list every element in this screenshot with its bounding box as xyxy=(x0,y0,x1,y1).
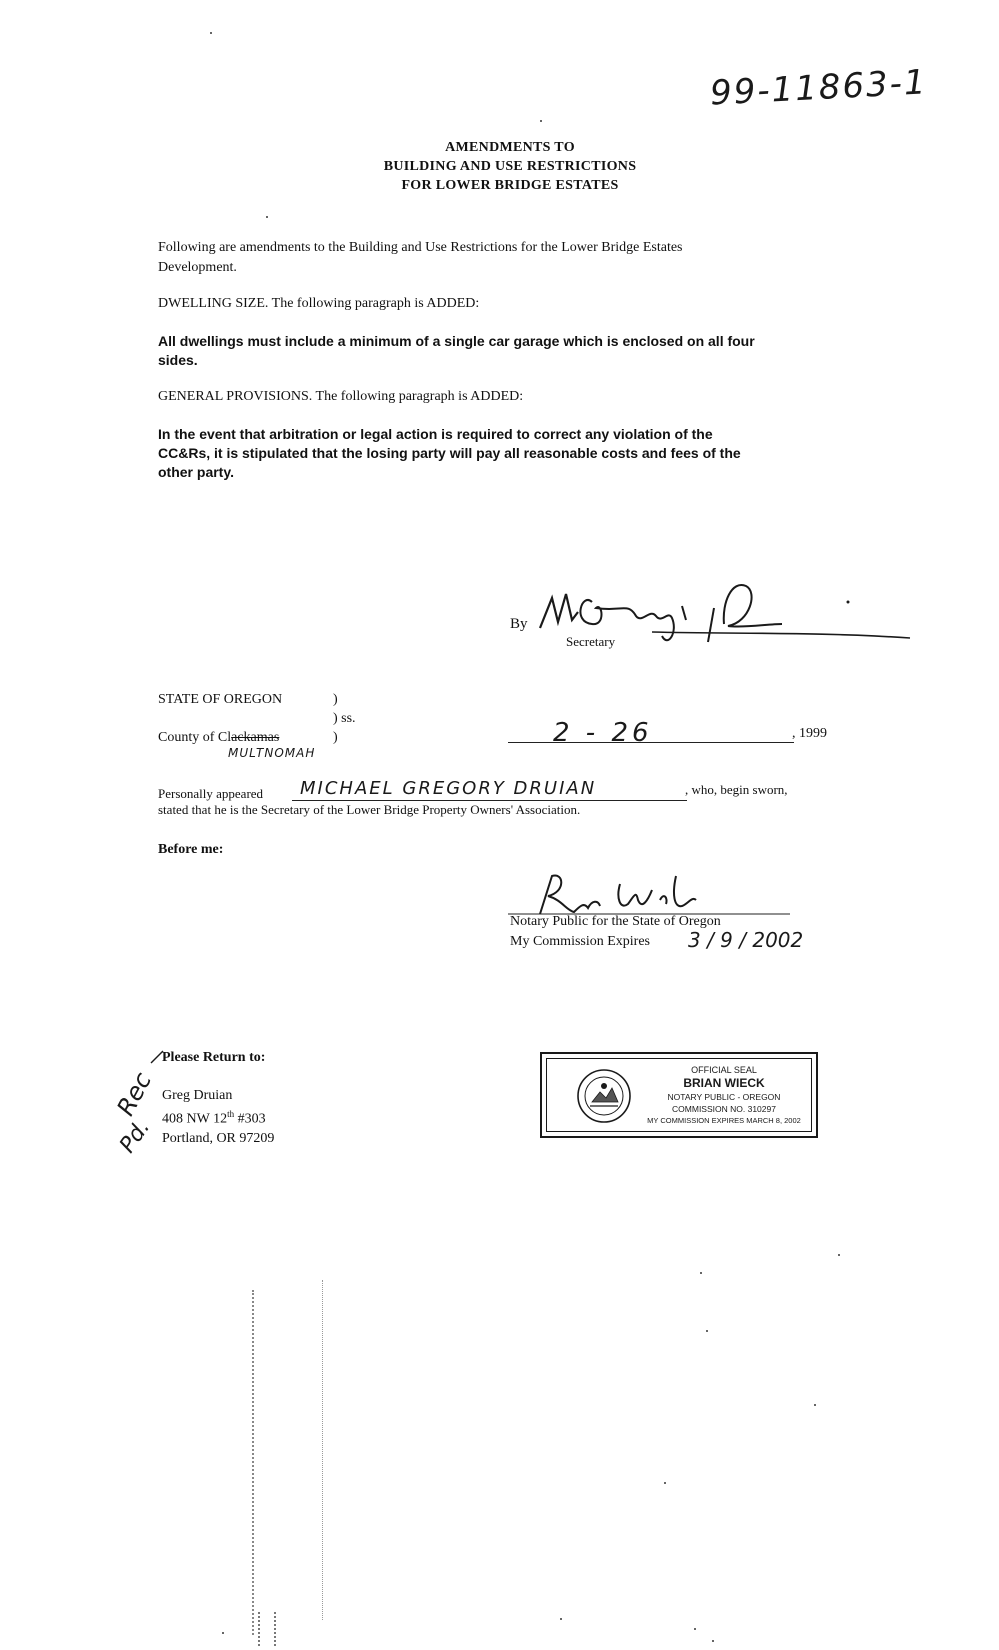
before-me-label: Before me: xyxy=(158,842,224,857)
seal-line-5: MY COMMISSION EXPIRES MARCH 8, 2002 xyxy=(647,1116,801,1125)
speck xyxy=(712,1640,714,1642)
name-handwritten: MICHAEL GREGORY DRUIAN xyxy=(300,778,597,799)
county-label-text: County of Cl xyxy=(158,730,232,745)
general-provisions-line-3: other party. xyxy=(158,464,234,480)
paren-1: ) xyxy=(333,692,338,707)
speck xyxy=(700,1272,702,1274)
general-provisions-line-1: In the event that arbitration or legal action is required to correct any violation of the xyxy=(158,426,713,442)
margin-note-rec: Rec xyxy=(111,1067,158,1121)
document-title xyxy=(300,138,720,195)
intro-line-1: Following are amendments to the Building and Use Restrictions for the Lower Bridge Estates xyxy=(158,240,683,255)
margin-note-pd: Pd. xyxy=(115,1115,156,1158)
name-line xyxy=(292,800,687,801)
county-label xyxy=(158,730,279,746)
year-label: , 1999 xyxy=(792,726,827,741)
seal-line-3: NOTARY PUBLIC - OREGON xyxy=(667,1092,781,1102)
return-city: Portland, OR 97209 xyxy=(162,1130,275,1146)
speck xyxy=(706,1330,708,1332)
notary-public-label: Notary Public for the State of Oregon xyxy=(510,914,721,929)
speck xyxy=(694,1628,696,1630)
scan-streak xyxy=(322,1280,325,1620)
speck xyxy=(222,1632,224,1634)
return-to-label: Please Return to: xyxy=(162,1050,266,1065)
speck xyxy=(664,1482,666,1484)
commission-label: My Commission Expires xyxy=(510,934,651,949)
state-seal-icon xyxy=(576,1068,632,1124)
dwelling-size-text xyxy=(158,332,755,370)
seal-line-4: COMMISSION NO. 310297 xyxy=(672,1104,776,1114)
title-line-1: AMENDMENTS TO xyxy=(445,140,575,155)
dwelling-size-line-1: All dwellings must include a minimum of a single car garage which is enclosed on all four xyxy=(158,333,755,349)
speck xyxy=(838,1254,840,1256)
return-street xyxy=(162,1105,274,1129)
title-line-3: FOR LOWER BRIDGE ESTATES xyxy=(401,178,619,193)
seal-line-1: OFFICIAL SEAL xyxy=(691,1065,757,1075)
paren-3: ) xyxy=(333,730,338,745)
county-handwritten: MULTNOMAH xyxy=(228,746,316,760)
return-name: Greg Druian xyxy=(162,1088,233,1103)
return-street-pre: 408 NW 12 xyxy=(162,1111,228,1127)
by-label: By xyxy=(510,616,528,632)
official-seal-stamp xyxy=(540,1052,818,1138)
scan-streak xyxy=(252,1290,257,1635)
secretary-label: Secretary xyxy=(566,634,616,649)
notary-signature xyxy=(508,870,798,918)
commission-date-handwritten: 3 / 9 / 2002 xyxy=(688,928,804,952)
state-label: STATE OF OREGON xyxy=(158,692,283,707)
speck xyxy=(814,1404,816,1406)
general-provisions-text xyxy=(158,425,741,482)
date-handwritten: 2 - 26 xyxy=(553,718,653,748)
who-sworn-label: , who, begin sworn, xyxy=(685,782,788,797)
seal-line-2: BRIAN WIECK xyxy=(683,1076,765,1090)
intro-paragraph xyxy=(158,238,683,278)
document-number: 99-11863-1 xyxy=(709,62,929,114)
dwelling-size-line-2: sides. xyxy=(158,352,198,368)
title-line-2: BUILDING AND USE RESTRICTIONS xyxy=(383,159,637,174)
speck xyxy=(560,1618,562,1620)
seal-text xyxy=(638,1064,810,1127)
stated-line: stated that he is the Secretary of the Lower Bridge Property Owners' Association. xyxy=(158,802,581,817)
dwelling-size-heading: DWELLING SIZE. The following paragraph is ADDED: xyxy=(158,296,480,311)
speck xyxy=(210,32,212,34)
date-line xyxy=(508,742,794,743)
county-struck-text: ackamas xyxy=(231,730,280,745)
ss-label: ) ss. xyxy=(333,711,356,726)
personally-appeared-label: Personally appeared xyxy=(158,786,264,801)
scan-streak xyxy=(258,1612,276,1646)
general-provisions-line-2: CC&Rs, it is stipulated that the losing party will pay all reasonable costs and fees of the xyxy=(158,445,741,461)
return-street-post: #303 xyxy=(234,1111,266,1127)
speck xyxy=(266,216,268,218)
return-street-sup: th xyxy=(227,1109,235,1119)
speck xyxy=(540,120,542,122)
general-provisions-heading: GENERAL PROVISIONS. The following paragraph is ADDED: xyxy=(158,389,524,404)
return-address xyxy=(162,1086,274,1148)
intro-line-2: Development. xyxy=(158,260,237,275)
